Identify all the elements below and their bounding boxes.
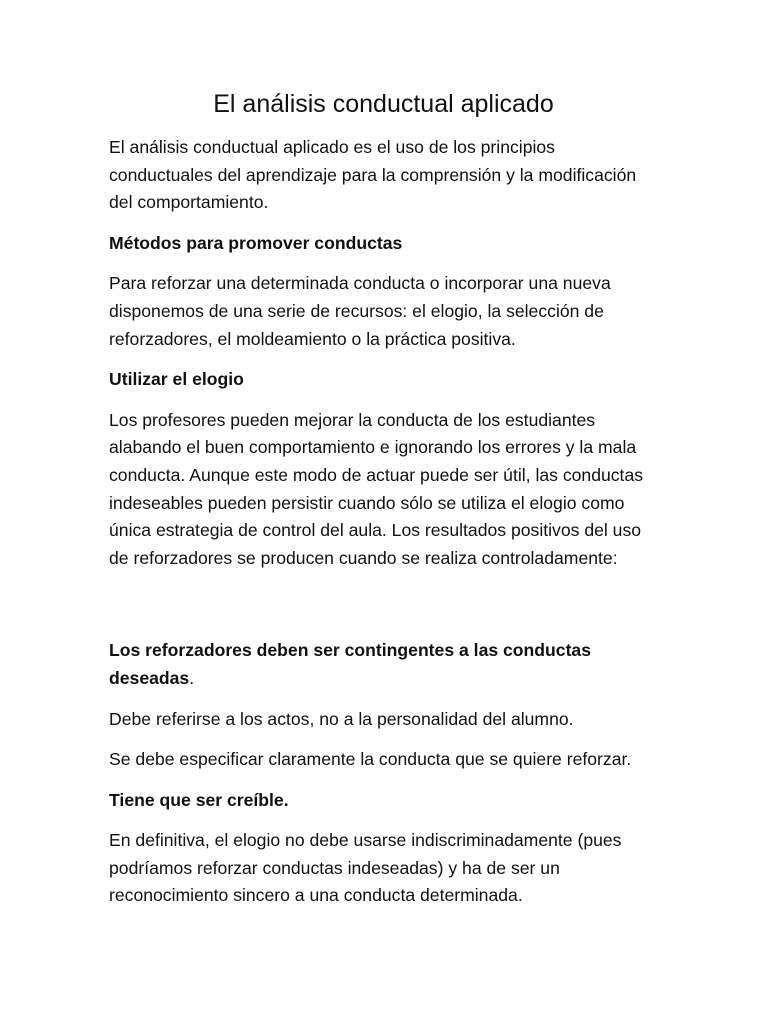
intro-paragraph: El análisis conductual aplicado es el uso de los principios conductuales del aprendizaje para la comprensión y la modificación del comportamiento. [109,137,637,213]
section-heading-elogio: Utilizar el elogio [109,369,244,390]
section-heading-metodos: Métodos para promover conductas [109,232,403,253]
blank-line [109,585,650,637]
profesores-paragraph: Los profesores pueden mejorar la conducta de los estudiantes alabando el buen comportamiento e ignorando los errores y la mala conducta. Aunque este modo de actuar puede ser útil, las conductas indeseables pueden persistir cuando sólo se utiliza el elogio como única estrategia de control del aula. Los resultados positivos del uso de reforzadores se producen cuando se realiza controladamente: [109,409,644,568]
reforzar-paragraph: Para reforzar una determinada conducta o incorporar una nueva disponemos de una serie de recursos: el elogio, la selección de reforzadores, el moldeamiento o la práctica positiva. [109,273,611,349]
document-title: El análisis conductual aplicado [213,90,554,118]
contingentes-heading: Los reforzadores deben ser contingentes a las conductas deseadas [109,640,592,688]
section-heading-creible: Tiene que ser creíble. [109,789,289,810]
contingentes-period: . [189,667,195,688]
actos-paragraph: Debe referirse a los actos, no a la personalidad del alumno. [109,708,574,729]
especificar-paragraph: Se debe especificar claramente la conducta que se quiere reforzar. [109,749,632,770]
contingentes-paragraph [109,637,650,692]
definitiva-paragraph: En definitiva, el elogio no debe usarse indiscriminadamente (pues podríamos reforzar conductas indeseadas) y ha de ser un reconocimiento sincero a una conducta determinada. [109,830,622,906]
